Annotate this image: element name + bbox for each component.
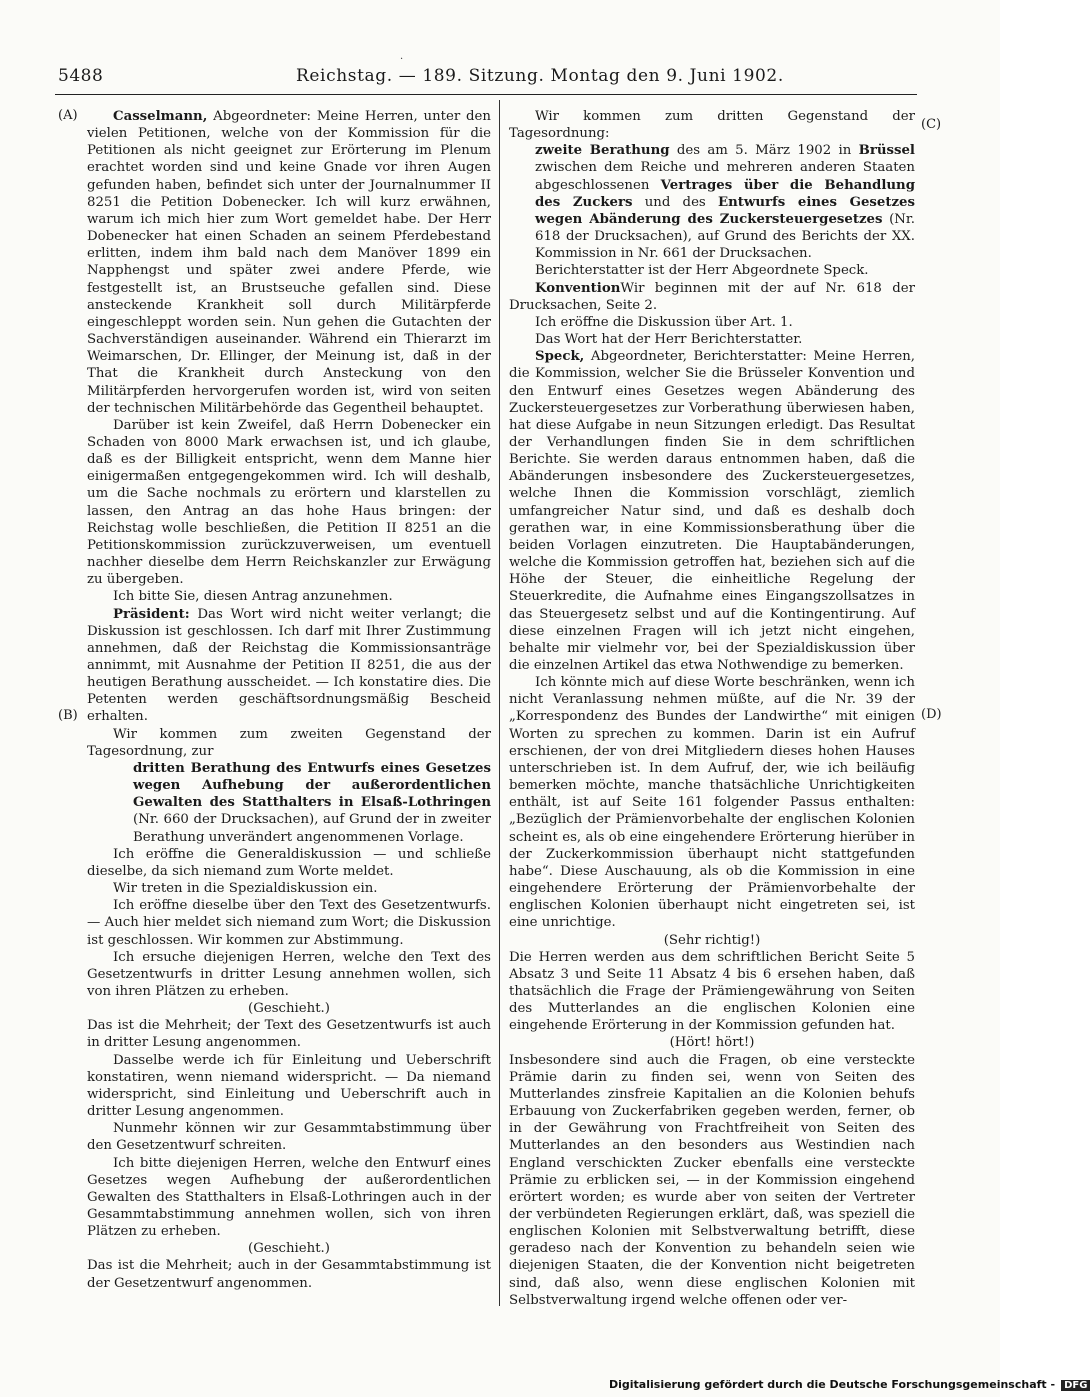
paragraph: [133, 760, 491, 846]
paragraph: [509, 262, 915, 279]
footer: [609, 1378, 1090, 1391]
right-column: [509, 108, 915, 1309]
paragraph: [87, 417, 491, 589]
text-run: (Geschieht.): [248, 1001, 330, 1017]
text-run: (Nr. 618 der Drucksachen), auf Grund des Berichts der XX. Kommission in Nr. 661 der Drucksachen.: [535, 211, 916, 262]
paragraph: [509, 1052, 915, 1309]
paragraph: [87, 588, 491, 605]
bold-text: Entwurfs eines Gesetzes wegen Abänderung des Zuckersteuergesetzes: [535, 194, 916, 227]
text-run: Ich bitte Sie, diesen Antrag anzunehmen.: [113, 589, 393, 605]
paragraph: [535, 142, 915, 262]
text-run: Wir beginnen mit der: [620, 280, 794, 296]
paragraph: [509, 348, 915, 674]
margin-marker-a: (A): [58, 108, 78, 123]
text-run: Das ist die Mehrheit; der Text des Gesetzentwurfs ist auch in dritter Lesung angenommen.: [87, 1018, 491, 1051]
document-page: · 5488 Reichstag. — 189. Sitzung. Montag den 9. Juni 1902. (A) (B) (C) (D) Casselmann, Abgeordneter: Meine Herren, unter den vielen Petitionen, welche von der Kommission für die Petitionen als nicht geeignet zur Erörterung im Plenum erachtet worden sind und keine Gnade vor ihren Augen gefunden haben, befindet sich unter der Journalnummer II 8251 die Petition Dobenecker. Ich will kurz erwähnen, warum ich mich hier zum Wort gemeldet habe. Der Herr Dobenecker hat einen Schaden an seinem Pferdebestand erlitten, indem ihm bald nach dem Manöver 1899 ein Napphengst und später zwei andere Pferde, wie festgestellt ist, an Brustseuche gefallen sind. Diese ansteckende Krankheit soll durch Militärpferde eingeschleppt worden sein. Nun gehen die Gutachten der Sachverständigen auseinander. Während ein Thierarzt im Weimarschen, Dr. Ellinger, der Meinung ist, daß in der That die Krankheit durch Ansteckung von den Militärpferden hervorgerufen worden ist, wird von seiten der technischen Militärbehörde das Gegentheil behauptet. Darüber ist kein Zweifel, daß Herrn Dobenecker ein Schaden von 8000 Mark erwachsen ist, und ich glaube, daß es der Billigkeit entspricht, wenn dem Manne hier einigermaßen entgegengekommen wird. Ich will deshalb, um die Sache nochmals zu erörtern und klarstellen zu lassen, den Antrag an das hohe Haus bringen: der Reichstag wolle beschließen, die Petition II 8251 an die Petitionskommission zurückzuverweisen, um eventuell nachher dieselbe dem Herrn Reichskanzler zur Erwägung zu übergeben. Ich bitte Sie, diesen Antrag anzunehmen. Präsident: Das Wort wird nicht weiter verlangt; die Diskussion ist geschlossen. Ich darf mit Ihrer Zustimmung annehmen, daß der Reichstag die Kommissionsanträge annimmt, mit Ausnahme der Petition II 8251, die aus der heutigen Berathung ausscheidet. — Ich konstatire dies. Die Petenten werden geschäftsordnungsmäßig Bescheid erhalten. Wir kommen zum zweiten Gegenstand der Tagesordnung, zur dritten Berathung des Entwurfs eines Gesetzes wegen Aufhebung der außerordentlichen Gewalten des Statthalters in Elsaß-Lothringen (Nr. 660 der Drucksachen), auf Grund der in zweiter Berathung unverändert angenommenen Vorlage. Ich eröffne die Generaldiskussion — und schließe dieselbe, da sich niemand zum Worte meldet. Wir treten in die Spezialdiskussion ein. Ich eröffne dieselbe über den Text des Gesetzentwurfs. — Auch hier meldet sich niemand zum Wort; die Diskussion ist geschlossen. Wir kommen zur Abstimmung. Ich ersuche diejenigen Herren, welche den Text des Gesetzentwurfs in dritter Lesung annehmen wollen, sich von ihren Plätzen zu erheben. (Geschieht.) Das ist die Mehrheit; der Text des Gesetzentwurfs ist auch in dritter Lesung angenommen. Dasselbe werde ich für Einleitung und Ueberschrift konstatiren, wenn niemand widerspricht. — Da niemand widerspricht, sind Einleitung und Ueberschrift auch in dritter Lesung angenommen. Nunmehr können wir zur Gesammtabstimmung über den Gesetzentwurf schreiten. Ich bitte diejenigen Herren, welche den Entwurf eines Gesetzes wegen Aufhebung der außerordentlichen Gewalten des Statthalters in Elsaß-Lothringen auch in der Gesammtabstimmung annehmen wollen, sich von ihren Plätzen zu erheben. (Geschieht.) Das ist die Mehrheit; auch in der Gesammtabstimmung ist der Gesetzentwurf angenommen. Wir kommen zum dritten Gegenstand der Tagesordnung: zweite Berathung des am 5. März 1902 in Brüssel zwischen dem Reiche und mehreren anderen Staaten abgeschlossenen Vertrages über die Behandlung des Zuckers und des Entwurfs eines Gesetzes wegen Abänderung des Zuckersteuergesetzes (Nr. 618 der Drucksachen), auf Grund des Berichts der XX. Kommission in Nr. 661 der Drucksachen. Berichterstatter ist der Herr Abgeordnete Speck. KonventionWir beginnen mit der auf Nr. 618 der Drucksachen, Seite 2. Ich eröffne die Diskussion über Art. 1. Das Wort hat der Herr Berichterstatter. Speck, Abgeordneter, Berichterstatter: Meine Herren, die Kommission, welcher Sie die Brüsseler Konvention und den Entwurf eines Gesetzes wegen Abänderung des Zuckersteuergesetzes zur Vorberathung überwiesen haben, hat diese Aufgabe in neun Sitzungen erledigt. Das Resultat der Verhandlungen finden Sie in dem schriftlichen Berichte. Sie werden daraus entnommen haben, daß die Abänderungen insbesondere des Zuckersteuergesetzes, welche Ihnen die Kommission vorschlägt, ziemlich umfangreicher Natur sind, und daß es deshalb doch gerathen war, in eine Kommissionsberathung über die beiden Vorlagen einzutreten. Die Hauptabänderungen, welche die Kommission getroffen hat, beziehen sich auf die Höhe der Steuer, die einheitliche Regelung der Steuerkredite, die Aufnahme eines Eingangszollsatzes in das Steuergesetz selbst und auf die Kontingentirung. Auf diese einzelnen Fragen will ich jetzt nicht eingehen, behalte mir vielmehr vor, bei der Spezialdiskussion über die einzelnen Artikel das etwa Nothwendige zu bemerken. Ich könnte mich auf diese Worte beschränken, wenn ich nicht Veranlassung nehmen müßte, auf die Nr. 39 der „Korrespondenz des Bundes der Landwirthe“ mit einigen Worten zu sprechen zu kommen. Darin ist ein Aufruf erschienen, der von drei Mitgliedern dieses hohen Hauses unterschrieben ist. In dem Aufruf, der, wie ich beiläufig bemerken möchte, manche thatsächliche Unrichtigkeiten enthält, ist auf Seite 161 folgender Passus enthalten: „Bezüglich der Prämienvorbehalte der englischen Kolonien scheint es, als ob eine eingehendere Erörterung hierüber in der Zuckerkommission überhaupt nicht stattgefunden habe“. Diese Auschauung, als ob die Kommission in eine eingehendere Erörterung der Prämienvorbehalte der englischen Kolonien überhaupt nicht eingetreten sei, ist eine unrichtige. (Sehr richtig!) Die Herren werden aus dem schriftlichen Bericht Seite 5 Absatz 3 und Seite 11 Absatz 4 bis 6 ersehen haben, daß thatsächlich die Frage der Prämiengewährung von Seiten des Mutterlandes an die englischen Kolonien eine eingehende Erörterung in der Kommission gefunden hat. (Hört! hört!) Insbesondere sind auch die Fragen, ob eine versteckte Prämie darin zu finden sei, wenn von Seiten des Mutterlandes zinsfreie Kapitalien an die Kolonien behufs Erbauung von Zuckerfabriken gegeben werden, ferner, ob in der Gewährung von Frachtfreiheit von Seiten des Mutterlandes an den besonders aus Westindien nach England verschickten Zucker ebenfalls eine versteckte Prämie zu erblicken sei, — in der Kommission eingehend erörtert worden; es wurde aber von seiten der Vertreter der verbündeten Regierungen erklärt, daß, was speziell die englischen Kolonien mit Selbstverwaltung betrifft, diese geradeso nach der Konvention zu behandeln seien wie diejenigen Staaten, die der Konvention nicht beigetreten sind, daß also, wenn diese englischen Kolonien mit Selbstverwaltung irgend welche offenen oder ver- Digitalisierung gefördert durch die Deutsche Forschungsgemeinschaft - DFG: [0, 0, 1000, 1397]
paragraph: [87, 846, 491, 880]
paragraph: [87, 1017, 491, 1051]
text-run: Darüber ist kein Zweifel, daß Herrn Dobenecker ein Schaden von 8000 Mark erwachsen ist, und ich glaube, daß es der Billigkeit entspricht, wenn dem Manne hier einigermaßen entgegengekommen wird. Ich will deshalb, um die Sache nochmals zu erörtern und klarstellen zu lassen, den Antrag an das hohe Haus bringen: der Reichstag wolle beschließen, die Petition II 8251 an die Petitionskommission zurückzuverweisen, um eventuell nachher dieselbe dem Herrn Reichskanzler zur Erwägung zu übergeben.: [87, 417, 491, 588]
paragraph: [87, 606, 491, 726]
text-run: zwischen dem Reiche und mehreren anderen Staaten abgeschlossenen: [535, 160, 915, 193]
bold-text: Brüssel: [858, 143, 915, 159]
paragraph: [87, 726, 491, 760]
text-run: Wir kommen zum zweiten Gegenstand der Tagesordnung, zur: [87, 726, 491, 759]
text-run: Nunmehr können wir zur Gesammtabstimmung über den Gesetzentwurf schreiten.: [87, 1121, 491, 1154]
text-run: auf Nr. 618 der Drucksachen, Seite 2.: [509, 280, 915, 313]
text-run: Ich bitte diejenigen Herren, welche den Entwurf eines Gesetzes wegen Aufhebung der außerordentlichen Gewalten des Statthalters in Elsaß-Lothringen auch in der Gesammtabstimmung annehmen wollen, sich von ihren Plätzen zu erheben.: [87, 1155, 491, 1240]
text-run: Ich eröffne die Diskussion über Art. 1.: [535, 314, 793, 330]
margin-marker-d: (D): [921, 707, 942, 722]
dfg-logo: DFG: [1061, 1380, 1090, 1391]
paragraph: [87, 1000, 491, 1017]
margin-marker-c: (C): [921, 117, 942, 132]
paragraph: [87, 880, 491, 897]
paragraph: [87, 1257, 491, 1291]
text-run: (Sehr richtig!): [663, 932, 761, 948]
text-run: Das Wort hat der Herr Berichterstatter.: [535, 332, 803, 348]
text-run: Ich eröffne dieselbe über den Text des Gesetzentwurfs. — Auch hier meldet sich niemand zum Wort; die Diskussion ist geschlossen. Wir kommen zur Abstimmung.: [87, 898, 491, 948]
text-run: Ich ersuche diejenigen Herren, welche den Text des Gesetzentwurfs in dritter Lesung annehmen wollen, sich von ihren Plätzen zu erheben.: [87, 949, 491, 999]
text-run: Ich könnte mich auf diese Worte beschränken, wenn ich nicht Veranlassung nehmen müßte, auf die Nr. 39 der „Korrespondenz des Bundes der Landwirthe“ mit einigen Worten zu sprechen zu kommen. Darin ist ein Aufruf erschienen, der von drei Mitgliedern dieses hohen Hauses unterschrieben ist. In dem Aufruf, der, wie ich beiläufig bemerken möchte, manche thatsächliche Unrichtigkeiten enthält, ist auf Seite 161 folgender Passus enthalten: „Bezüglich der Prämienvorbehalte der englischen Kolonien scheint es, als ob eine eingehendere Erörterung hierüber in der Zuckerkommission überhaupt nicht stattgefunden habe“. Diese Auschauung, als ob die Kommission in eine eingehendere Erörterung der Prämienvorbehalte der englischen Kolonien überhaupt nicht eingetreten sei, ist eine unrichtige.: [509, 675, 915, 931]
header-title: Reichstag. — 189. Sitzung. Montag den 9. Juni 1902.: [296, 66, 784, 86]
text-run: (Geschieht.): [248, 1241, 330, 1257]
paragraph: [509, 314, 915, 331]
text-run: (Hört! hört!): [669, 1035, 755, 1051]
paragraph: [87, 1052, 491, 1121]
text-run: Dasselbe werde ich für Einleitung und Ueberschrift konstatiren, wenn niemand widerspricht. — Da niemand widerspricht, sind Einleitung und Ueberschrift auch in dritter Lesung angenommen.: [87, 1052, 491, 1120]
text-run: des am 5. März 1902 in: [669, 143, 859, 159]
column-divider: [499, 100, 500, 1306]
paragraph: [87, 949, 491, 1000]
paragraph: [87, 1155, 491, 1241]
text-run: (Nr. 660 der Drucksachen), auf Grund der in zweiter Berathung unverändert angenommenen Vorlage.: [133, 812, 491, 845]
bold-text: dritten Berathung des Entwurfs eines Gesetzes wegen Aufhebung der außerordentlichen Gewalten des Statthalters in Elsaß-Lothringen: [133, 760, 491, 811]
paragraph: [509, 331, 915, 348]
bold-text: Vertrages über die Behandlung des Zuckers: [535, 177, 916, 210]
paragraph: [509, 932, 915, 949]
paragraph: [87, 108, 491, 417]
paragraph: [509, 674, 915, 931]
page-header: [52, 64, 922, 88]
text-run: Berichterstatter ist der Herr Abgeordnete Speck.: [535, 263, 869, 279]
text-run: Abgeordneter: Meine Herren, unter den vielen Petitionen, welche von der Kommission für die Petitionen als nicht geeignet zur Erörterung im Plenum erachtet worden sind und keine Gnade vor ihren Augen gefunden haben, befindet sich unter der Journalnummer II 8251 die Petition Dobenecker. Ich will kurz erwähnen, warum ich mich hier zum Wort gemeldet habe. Der Herr Dobenecker hat einen Schaden an seinem Pferdebestand erlitten, indem ihm bald nach dem Manöver 1899 ein Napphengst und später zwei andere Pferde, wie festgestellt ist, an Brustseuche gefallen sind. Diese ansteckende Krankheit soll durch Militärpferde eingeschleppt worden sein. Nun gehen die Gutachten der Sachverständigen auseinander. Während ein Thierarzt im Weimarschen, Dr. Ellinger, der Meinung ist, daß in der That die Krankheit durch Ansteckung von den Militärpferden hervorgerufen worden ist, wird von seiten der technischen Militärbehörde das Gegentheil behauptet.: [87, 109, 491, 416]
text-run: Das ist die Mehrheit; auch in der Gesammtabstimmung ist der Gesetzentwurf angenommen.: [87, 1258, 491, 1291]
bold-text: Casselmann,: [113, 109, 208, 124]
margin-marker-b: (B): [58, 708, 78, 723]
text-run: und des: [632, 194, 718, 210]
text-run: Insbesondere sind auch die Fragen, ob eine versteckte Prämie darin zu finden sei, wenn von Seiten des Mutterlandes zinsfreie Kapitalien an die Kolonien behufs Erbauung von Zuckerfabriken gegeben werden, ferner, ob in der Gewährung von Frachtfreiheit von Seiten des Mutterlandes an den besonders aus Westindien nach England verschickten Zucker ebenfalls eine versteckte Prämie zu erblicken sei, — in der Kommission eingehend erörtert worden; es wurde aber von seiten der Vertreter der verbündeten Regierungen erklärt, daß, was speziell die englischen Kolonien mit Selbstverwaltung betrifft, diese geradeso nach der Konvention zu behandeln seien wie diejenigen Staaten, die der Konvention nicht beigetreten sind, daß also, wenn diese englischen Kolonien mit Selbstverwaltung irgend welche offenen oder ver-: [509, 1052, 915, 1308]
page-number: 5488: [58, 66, 104, 86]
paragraph: [509, 280, 915, 314]
bold-text: Konvention: [535, 280, 621, 296]
paragraph: [509, 108, 915, 142]
paragraph: [87, 1120, 491, 1154]
text-run: Wir kommen zum dritten Gegenstand der Tagesordnung:: [509, 109, 915, 142]
footer-credit: Digitalisierung gefördert durch die Deutsche Forschungsgemeinschaft -: [609, 1378, 1056, 1391]
left-column: [87, 108, 491, 1292]
paragraph: [87, 897, 491, 948]
header-rule: [55, 94, 917, 95]
text-run: Ich eröffne die Generaldiskussion — und schließe dieselbe, da sich niemand zum Worte meldet.: [87, 846, 491, 879]
text-run: Die Herren werden aus dem schriftlichen Bericht Seite 5 Absatz 3 und Seite 11 Absatz 4 bis 6 ersehen haben, daß thatsächlich die Frage der Prämiengewährung von Seiten des Mutterlandes an die englischen Kolonien eine eingehende Erörterung in der Kommission gefunden hat.: [509, 949, 915, 1034]
bold-text: zweite Berathung: [535, 143, 670, 159]
text-run: Wir treten in die Spezialdiskussion ein.: [113, 881, 378, 897]
text-run: Das Wort wird nicht weiter verlangt; die Diskussion ist geschlossen. Ich darf mit Ihrer Zustimmung annehmen, daß der Reichstag die Kommissionsanträge annimmt, mit Ausnahme der Petition II 8251, die aus der heutigen Berathung ausscheidet. — Ich konstatire dies. Die Petenten werden geschäftsordnungsmäßig Bescheid erhalten.: [87, 606, 491, 725]
paragraph: [87, 1240, 491, 1257]
paragraph: [509, 949, 915, 1035]
text-run: Abgeordneter, Berichterstatter: Meine Herren, die Kommission, welcher Sie die Brüsseler Konvention und den Entwurf eines Gesetzes wegen Abänderung des Zuckersteuergesetzes zur Vorberathung überwiesen haben, hat diese Aufgabe in neun Sitzungen erledigt. Das Resultat der Verhandlungen finden Sie in dem schriftlichen Berichte. Sie werden daraus entnommen haben, daß die Abänderungen insbesondere des Zuckersteuergesetzes, welche Ihnen die Kommission vorschlägt, ziemlich umfangreicher Natur sind, und daß es deshalb doch gerathen war, in eine Kommissionsberathung über die beiden Vorlagen einzutreten. Die Hauptabänderungen, welche die Kommission getroffen hat, beziehen sich auf die Höhe der Steuer, die einheitliche Regelung der Steuerkredite, die Aufnahme eines Eingangszollsatzes in das Steuergesetz selbst und auf die Kontingentirung. Auf diese einzelnen Fragen will ich jetzt nicht eingehen, behalte mir vielmehr vor, bei der Spezialdiskussion über die einzelnen Artikel das etwa Nothwendige zu bemerken.: [509, 349, 915, 673]
bold-text: Speck,: [535, 349, 585, 365]
paragraph: [509, 1034, 915, 1051]
bold-text: Präsident:: [113, 606, 190, 622]
